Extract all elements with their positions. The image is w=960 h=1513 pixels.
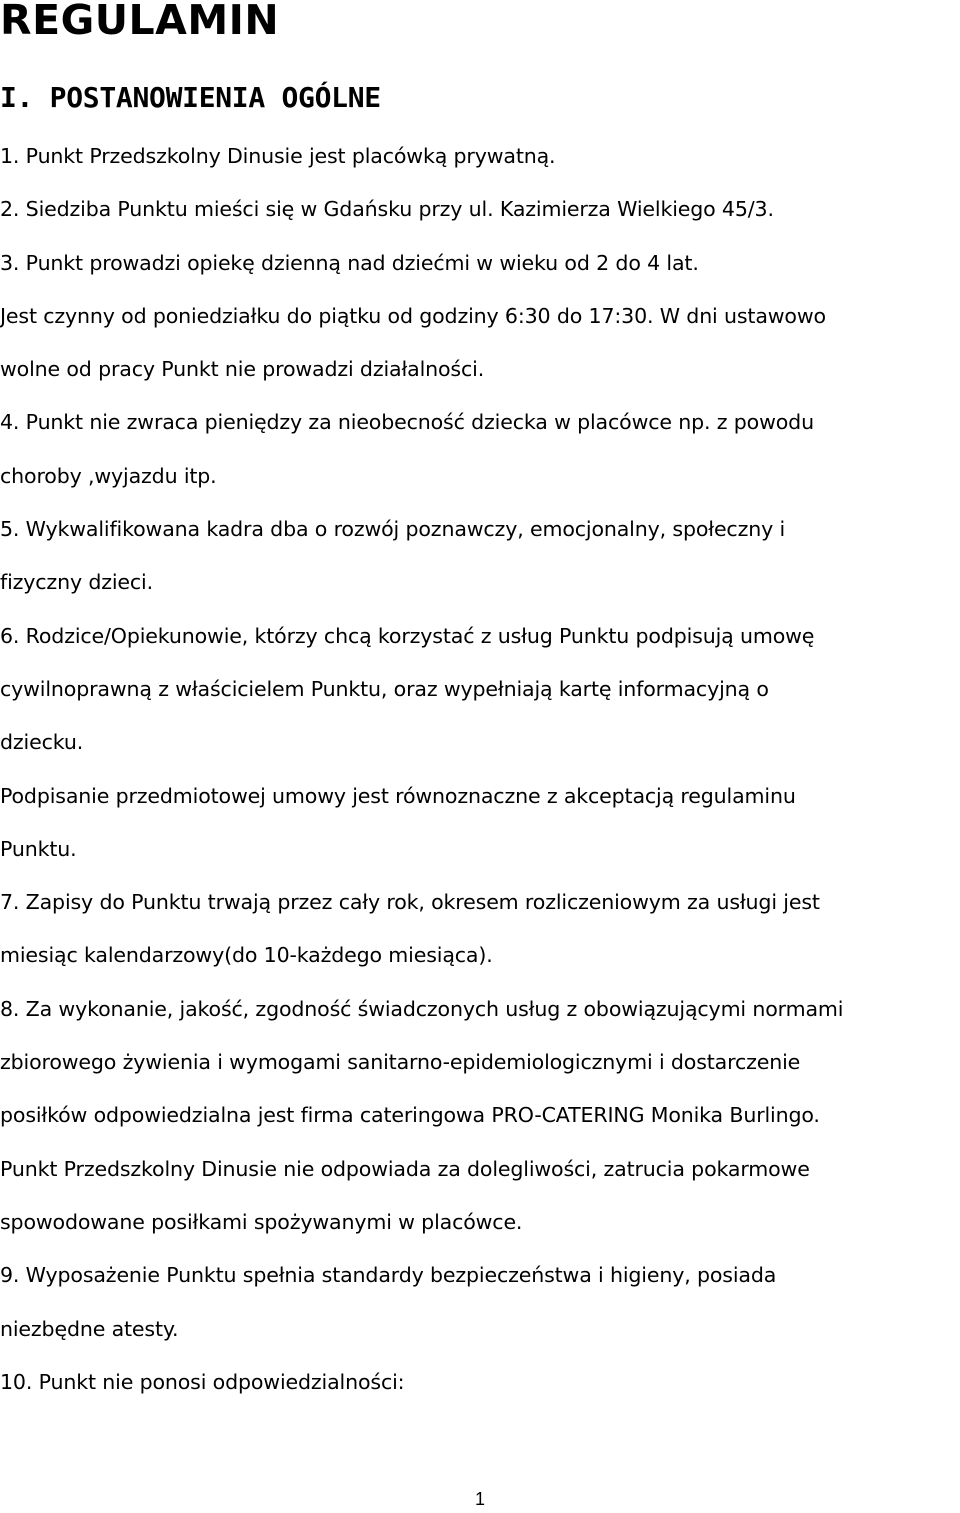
text-line: posiłków odpowiedzialna jest firma cateringowa PRO-CATERING Monika Burlingo. [0, 1103, 820, 1128]
text-line: miesiąc kalendarzowy(do 10-każdego miesiąca). [0, 943, 493, 968]
text-line: 1. Punkt Przedszkolny Dinusie jest placówką prywatną. [0, 144, 556, 168]
text-line: 6. Rodzice/Opiekunowie, którzy chcą korzystać z usług Punktu podpisują umowę [0, 623, 815, 648]
text-line: 10. Punkt nie ponosi odpowiedzialności: [0, 1369, 405, 1394]
text-line: spowodowane posiłkami spożywanymi w placówce. [0, 1209, 523, 1234]
page-number: 1 [474, 1489, 485, 1509]
text-line: 2. Siedziba Punktu mieści się w Gdańsku przy ul. Kazimierza Wielkiego 45/3. [0, 197, 774, 222]
text-line: Jest czynny od poniedziałku do piątku od godziny 6:30 do 17:30. W dni ustawowo [0, 303, 826, 328]
section-heading: I. POSTANOWIENIA OGÓLNE [0, 81, 381, 114]
text-line: 7. Zapisy do Punktu trwają przez cały rok, okresem rozliczeniowym za usługi jest [0, 890, 820, 915]
text-line: Punktu. [0, 836, 77, 861]
text-line: niezbędne atesty. [0, 1316, 179, 1341]
text-line: Podpisanie przedmiotowej umowy jest równoznaczne z akceptacją regulaminu [0, 783, 796, 808]
text-line: choroby ,wyjazdu itp. [0, 463, 217, 488]
text-line: 8. Za wykonanie, jakość, zgodność świadczonych usług z obowiązującymi normami [0, 996, 844, 1021]
document-title: REGULAMIN [0, 0, 280, 44]
text-line: wolne od pracy Punkt nie prowadzi działalności. [0, 357, 485, 382]
text-line: cywilnoprawną z właścicielem Punktu, oraz wypełniają kartę informacyjną o [0, 676, 769, 701]
text-line: zbiorowego żywienia i wymogami sanitarno-epidemiologicznymi i dostarczenie [0, 1050, 801, 1075]
regulation-body [0, 130, 958, 1409]
text-line: 5. Wykwalifikowana kadra dba o rozwój poznawczy, emocjonalny, społeczny i [0, 517, 786, 542]
text-line: 9. Wyposażenie Punktu spełnia standardy bezpieczeństwa i higieny, posiada [0, 1263, 777, 1288]
text-line: dziecku. [0, 730, 84, 755]
text-line: 3. Punkt prowadzi opiekę dzienną nad dziećmi w wieku od 2 do 4 lat. [0, 250, 699, 275]
text-line: fizyczny dzieci. [0, 570, 153, 595]
text-line: 4. Punkt nie zwraca pieniędzy za nieobecność dziecka w placówce np. z powodu [0, 410, 814, 435]
text-line: Punkt Przedszkolny Dinusie nie odpowiada za dolegliwości, zatrucia pokarmowe [0, 1156, 810, 1181]
